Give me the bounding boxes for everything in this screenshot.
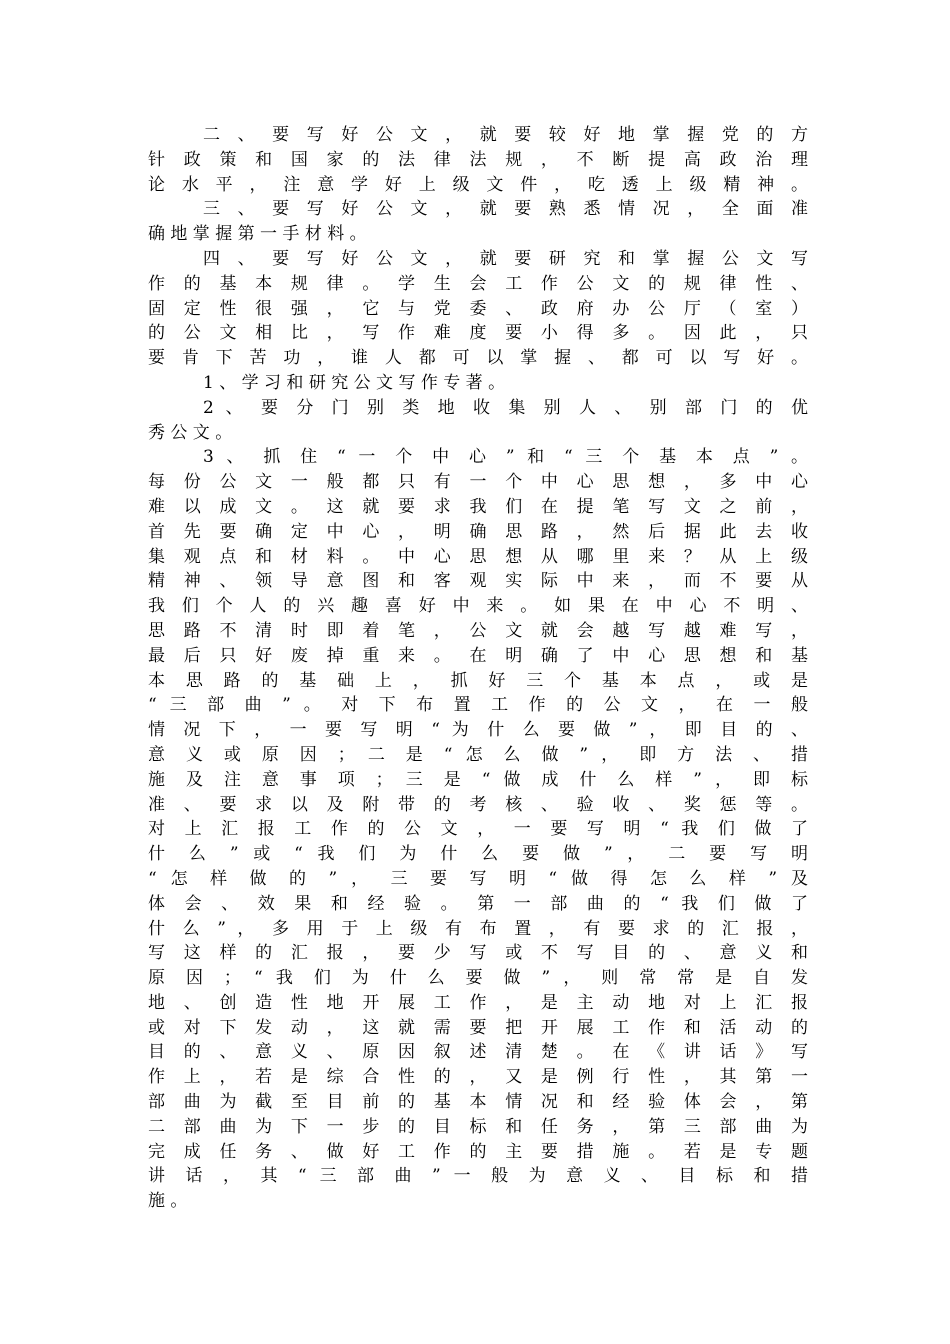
text-line: 难 以 成 文 。 这 就 要 求 我 们 在 提 笔 写 文 之 前 ， <box>148 496 808 517</box>
text-line: 固 定 性 很 强 ， 它 与 党 委 、 政 府 办 公 厅 （ 室 ） <box>148 298 808 319</box>
text-line: 什 么 ” 或 “ 我 们 为 什 么 要 做 ” ， 二 要 写 明 <box>148 844 808 865</box>
text-line: 原 因 ； “ 我 们 为 什 么 要 做 ” ， 则 常 常 是 自 发 <box>148 968 808 989</box>
text-line: 目 的 、 意 义 、 原 因 叙 述 清 楚 。 在 《 讲 话 》 写 <box>148 1042 808 1063</box>
text-line: 准 、 要 求 以 及 附 带 的 考 核 、 验 收 、 奖 惩 等 。 <box>148 794 808 815</box>
text-line: 地 、 创 造 性 地 开 展 工 作 ， 是 主 动 地 对 上 汇 报 <box>148 992 808 1013</box>
text-line: 体 会 、 效 果 和 经 验 。 第 一 部 曲 的 “ 我 们 做 了 <box>148 893 808 914</box>
text-line: 2 、 要 分 门 别 类 地 收 集 别 人 、 别 部 门 的 优 <box>203 397 808 418</box>
text-line: 二 部 曲 为 下 一 步 的 目 标 和 任 务 ， 第 三 部 曲 为 <box>148 1116 808 1137</box>
text-line: 四 、 要 写 好 公 文 ， 就 要 研 究 和 掌 握 公 文 写 <box>203 248 808 269</box>
text-line: 讲 话 ， 其 “ 三 部 曲 ” 一 般 为 意 义 、 目 标 和 措 <box>148 1166 808 1187</box>
text-line: 意 义 或 原 因 ； 二 是 “ 怎 么 做 ” ， 即 方 法 、 措 <box>148 744 808 765</box>
text-line: 论 水 平 ， 注 意 学 好 上 级 文 件 ， 吃 透 上 级 精 神 。 <box>148 174 808 195</box>
text-line: 情 况 下 ， 一 要 写 明 “ 为 什 么 要 做 ” ， 即 目 的 、 <box>148 720 808 741</box>
text-line: “ 怎 样 做 的 ” ， 三 要 写 明 “ 做 得 怎 么 样 ” 及 <box>148 868 808 889</box>
text-line: 完 成 任 务 、 做 好 工 作 的 主 要 措 施 。 若 是 专 题 <box>148 1141 808 1162</box>
text-line: 什 么 ” ， 多 用 于 上 级 有 布 置 ， 有 要 求 的 汇 报 ， <box>148 918 808 939</box>
text-line: 施 。 <box>148 1191 188 1212</box>
text-line: 秀 公 文 。 <box>148 422 233 443</box>
text-line: 集 观 点 和 材 料 。 中 心 思 想 从 哪 里 来 ？ 从 上 级 <box>148 546 808 567</box>
text-line: 3 、 抓 住 “ 一 个 中 心 ” 和 “ 三 个 基 本 点 ” 。 <box>203 447 808 468</box>
text-line: 作 的 基 本 规 律 。 学 生 会 工 作 公 文 的 规 律 性 、 <box>148 273 808 294</box>
text-line: 的 公 文 相 比 ， 写 作 难 度 要 小 得 多 。 因 此 ， 只 <box>148 323 808 344</box>
text-line: 我 们 个 人 的 兴 趣 喜 好 中 来 。 如 果 在 中 心 不 明 、 <box>148 596 808 617</box>
text-line: 思 路 不 清 时 即 着 笔 ， 公 文 就 会 越 写 越 难 写 ， <box>148 620 808 641</box>
text-line: 针 政 策 和 国 家 的 法 律 法 规 ， 不 断 提 高 政 治 理 <box>148 149 808 170</box>
text-line: “ 三 部 曲 ” 。 对 下 布 置 工 作 的 公 文 ， 在 一 般 <box>148 695 808 716</box>
text-line: 施 及 注 意 事 项 ； 三 是 “ 做 成 什 么 样 ” ， 即 标 <box>148 769 808 790</box>
text-line: 二 、 要 写 好 公 文 ， 就 要 较 好 地 掌 握 党 的 方 <box>203 125 808 145</box>
text-line: 每 份 公 文 一 般 都 只 有 一 个 中 心 思 想 ， 多 中 心 <box>148 472 808 493</box>
text-line: 三 、 要 写 好 公 文 ， 就 要 熟 悉 情 况 ， 全 面 准 <box>203 199 808 220</box>
text-line: 部 曲 为 截 至 目 前 的 基 本 情 况 和 经 验 体 会 ， 第 <box>148 1092 808 1113</box>
text-line: 对 上 汇 报 工 作 的 公 文 ， 一 要 写 明 “ 我 们 做 了 <box>148 819 808 840</box>
text-line: 作 上 ， 若 是 综 合 性 的 ， 又 是 例 行 性 ， 其 第 一 <box>148 1067 808 1088</box>
text-line: 确 地 掌 握 第 一 手 材 料 。 <box>148 224 367 245</box>
text-line: 或 对 下 发 动 ， 这 就 需 要 把 开 展 工 作 和 活 动 的 <box>148 1017 808 1038</box>
text-line: 精 神 、 领 导 意 图 和 客 观 实 际 中 来 ， 而 不 要 从 <box>148 571 808 592</box>
text-line: 首 先 要 确 定 中 心 ， 明 确 思 路 ， 然 后 据 此 去 收 <box>148 521 808 542</box>
text-line: 要 肯 下 苦 功 ， 谁 人 都 可 以 掌 握 、 都 可 以 写 好 。 <box>148 348 808 369</box>
text-line: 最 后 只 好 废 掉 重 来 。 在 明 确 了 中 心 思 想 和 基 <box>148 645 808 666</box>
text-line: 本 思 路 的 基 础 上 ， 抓 好 三 个 基 本 点 ， 或 是 <box>148 670 808 691</box>
text-line: 写 这 样 的 汇 报 ， 要 少 写 或 不 写 目 的 、 意 义 和 <box>148 943 808 964</box>
document-body <box>148 123 808 1214</box>
text-line: 1 、 学 习 和 研 究 公 文 写 作 专 著 。 <box>203 372 506 393</box>
